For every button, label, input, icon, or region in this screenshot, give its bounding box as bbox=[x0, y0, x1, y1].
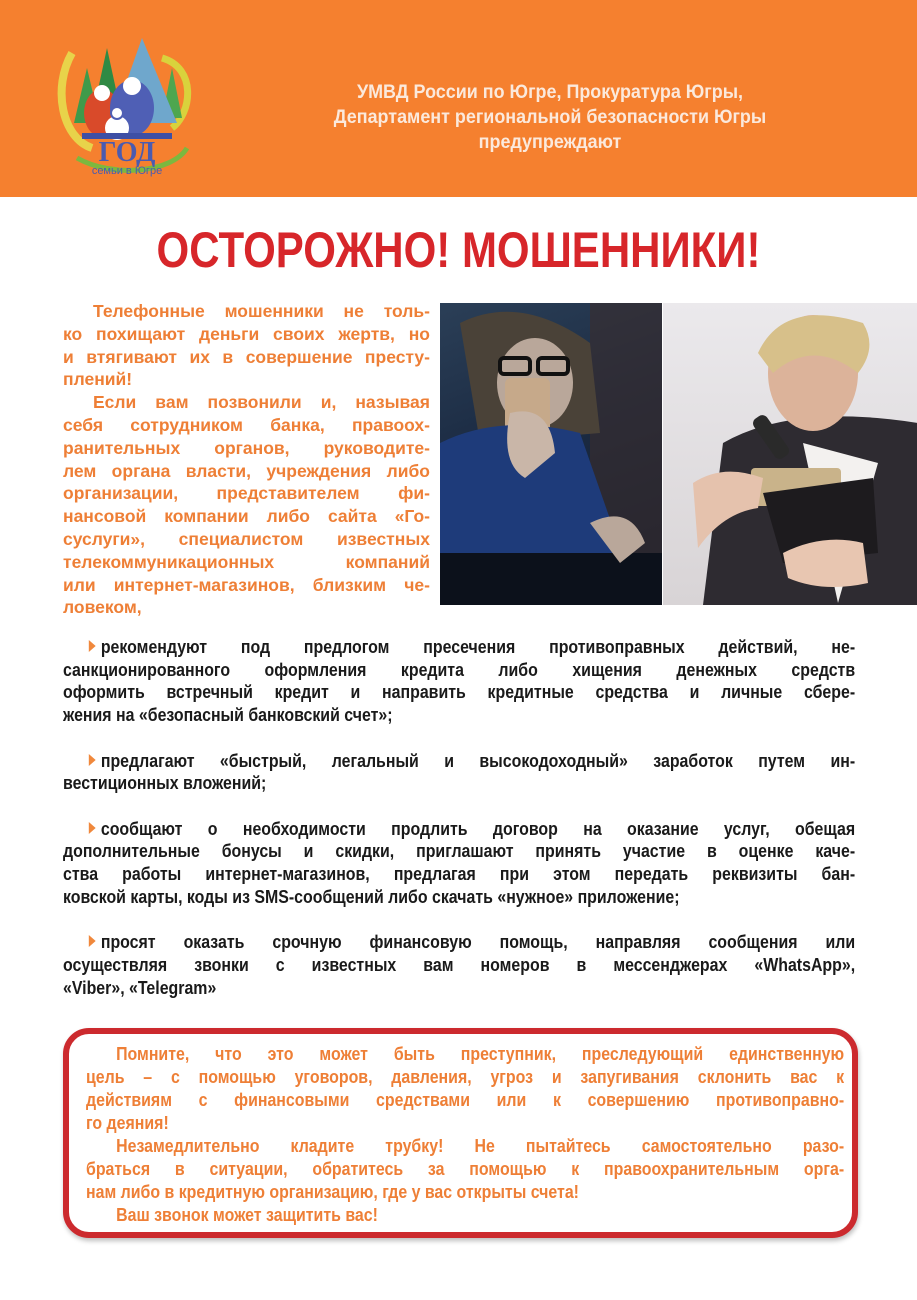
orange-triangle-bullet-icon bbox=[89, 822, 96, 834]
page-title: ОСТОРОЖНО! МОШЕННИКИ! bbox=[156, 222, 761, 278]
svg-text:семьи в Югре: семьи в Югре bbox=[91, 165, 163, 177]
fraud-tactics-list bbox=[63, 636, 855, 1022]
intro-line: ко похищают деньги своих жертв, но bbox=[63, 323, 430, 344]
list-item-line: «Viber», «Telegram» bbox=[63, 976, 217, 998]
header-line: Департамент региональной безопасности Югры bbox=[333, 106, 767, 128]
warning-line: нам либо в кредитную организацию, где у вас открыты счета! bbox=[86, 1181, 579, 1202]
list-item-line: ковской карты, коды из SMS-сообщений либо скачать «нужное» приложение; bbox=[63, 885, 680, 907]
intro-line: себя сотрудником банка, правоох- bbox=[63, 414, 430, 435]
warning-line: действиям с финансовыми средствами или к совершению противоправно- bbox=[86, 1089, 845, 1110]
intro-line: плений! bbox=[63, 369, 133, 390]
warning-line: Незамедлительно кладите трубку! Не пытайтесь самостоятельно разо- bbox=[116, 1135, 845, 1156]
businessman-photo bbox=[663, 303, 917, 605]
intro-line: или интернет-магазинов, близким че- bbox=[63, 574, 430, 595]
list-item-line: вестиционных вложений; bbox=[63, 772, 267, 794]
year-of-family-logo-icon bbox=[52, 28, 202, 178]
list-item-line: предлагают «быстрый, легальный и высокодоходный» заработок путем ин- bbox=[63, 750, 855, 773]
warning-callout bbox=[63, 1028, 858, 1238]
orange-triangle-bullet-icon bbox=[89, 754, 96, 766]
header-line: УМВД России по Югре, Прокуратура Югры, bbox=[356, 81, 744, 103]
photo-collage bbox=[440, 303, 917, 605]
intro-paragraph bbox=[63, 300, 430, 619]
intro-line: ранительных органов, руководите- bbox=[63, 437, 430, 458]
orange-triangle-bullet-icon bbox=[89, 935, 96, 947]
intro-line: нансовой компании либо сайта «Го- bbox=[63, 506, 430, 527]
list-item-line: жения на «безопасный банковский счет»; bbox=[63, 704, 393, 726]
intro-line: и втягивают их в совершение престу- bbox=[63, 346, 430, 367]
svg-text:ГОД: ГОД bbox=[98, 137, 156, 168]
list-item bbox=[63, 636, 855, 727]
list-item-line: дополнительные бонусы и скидки, приглашают принять участие в оценке каче- bbox=[63, 840, 856, 862]
list-item bbox=[63, 818, 855, 909]
warning-line: Помните, что это может быть преступник, преследующий единственную bbox=[116, 1043, 845, 1064]
list-item bbox=[63, 931, 855, 999]
list-item-line: оформить встречный кредит и направить кредитные средства и личные сбере- bbox=[63, 681, 856, 703]
intro-line: Если вам позвонили и, называя bbox=[93, 392, 430, 413]
intro-line: телекоммуникационных компаний bbox=[63, 551, 430, 572]
intro-line: суслуги», специалистом известных bbox=[63, 528, 430, 549]
warning-line: го деяния! bbox=[86, 1112, 169, 1133]
warning-line: браться в ситуации, обратитесь за помощью к правоохранительным орга- bbox=[86, 1158, 845, 1179]
orange-triangle-bullet-icon bbox=[89, 640, 96, 652]
list-item-line: осуществляя звонки с известных вам номеров в мессенджерах «WhatsApp», bbox=[63, 953, 856, 975]
intro-line: ловеком, bbox=[63, 597, 142, 618]
list-item-line: санкционированного оформления кредита либо хищения денежных средств bbox=[63, 658, 856, 680]
hooded-scammer-photo bbox=[440, 303, 662, 605]
list-item-line: сообщают о необходимости продлить договор на оказание услуг, обещая bbox=[63, 818, 855, 841]
intro-line: лем органа власти, учреждения либо bbox=[63, 460, 430, 481]
list-item-line: рекомендуют под предлогом пресечения противоправных действий, не- bbox=[63, 636, 855, 659]
list-item bbox=[63, 750, 855, 795]
header-line: предупреждают bbox=[478, 131, 622, 153]
issuing-authorities bbox=[274, 80, 826, 155]
list-item-line: ства работы интернет-магазинов, предлагая при этом передать реквизиты бан- bbox=[63, 863, 856, 884]
intro-line: Телефонные мошенники не толь- bbox=[93, 301, 430, 321]
intro-line: организации, представителем фи- bbox=[63, 483, 430, 504]
list-item-line: просят оказать срочную финансовую помощь, направляя сообщения или bbox=[63, 931, 855, 954]
warning-line: Ваш звонок может защитить вас! bbox=[116, 1204, 378, 1225]
header-banner bbox=[0, 0, 917, 197]
warning-line: цель – с помощью уговоров, давления, угроз и запугивания склонить вас к bbox=[86, 1066, 845, 1087]
warning-text bbox=[86, 1042, 844, 1226]
